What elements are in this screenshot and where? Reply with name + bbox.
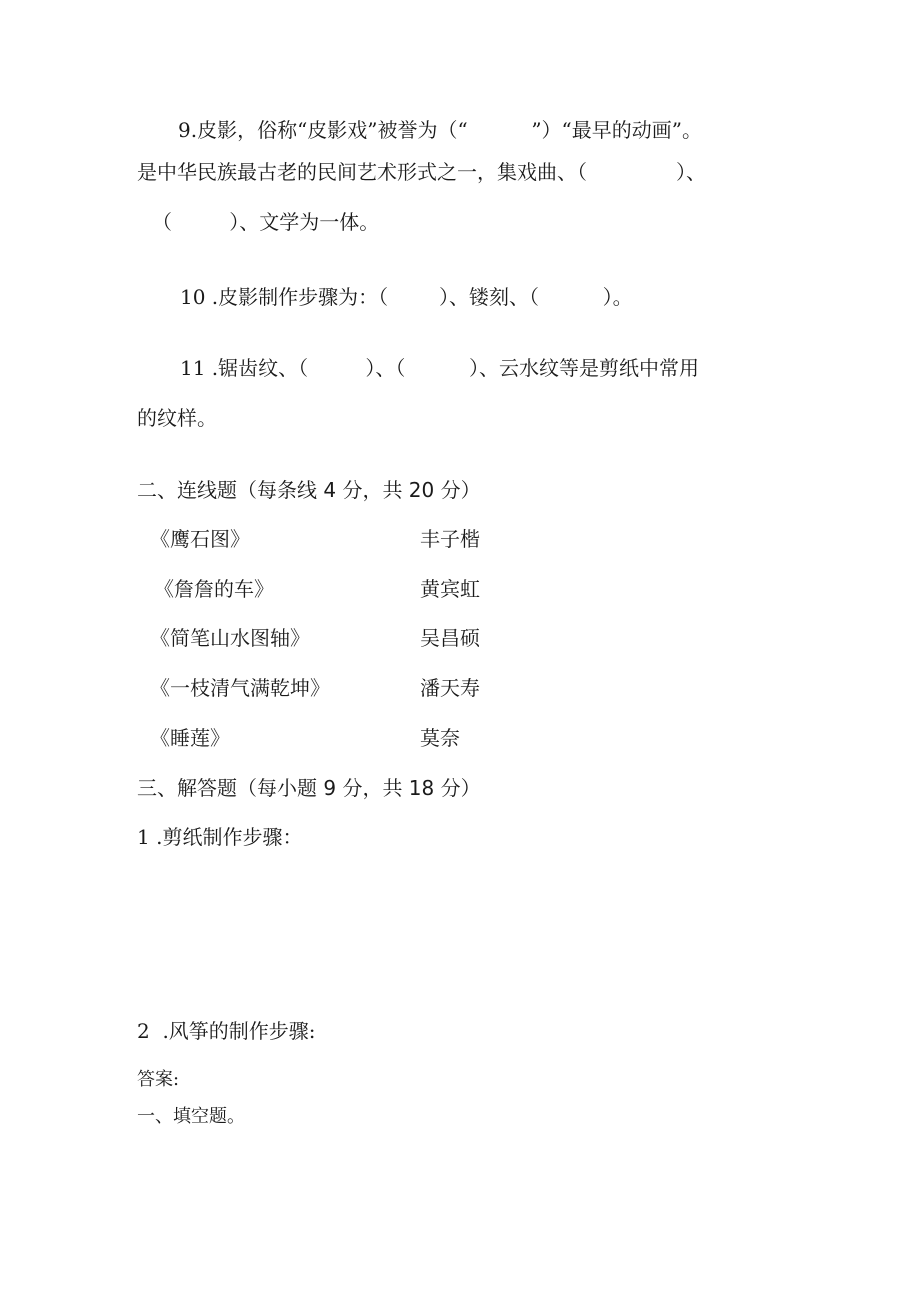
- answers-label: 答案:: [137, 1069, 180, 1090]
- q9-line-3: （ ）、文学为一体。: [152, 210, 380, 234]
- q10-line-1: 10 .皮影制作步骤为：（ ）、镂刻、（ ）。: [180, 285, 633, 309]
- answer-section-heading: 三、解答题（每小题 9 分，共 18 分）: [137, 776, 481, 800]
- work-title-2: 《詹詹的车》: [154, 577, 274, 601]
- artist-name-5: 莫奈: [420, 726, 460, 750]
- artist-name-2: 黄宾虹: [420, 577, 480, 601]
- q11-line-2: 的纹样。: [137, 406, 217, 430]
- work-title-5: 《睡莲》: [150, 726, 230, 750]
- work-title-3: 《简笔山水图轴》: [150, 626, 310, 650]
- artist-name-4: 潘天寿: [420, 676, 480, 700]
- artist-name-1: 丰子楷: [420, 527, 480, 551]
- q9-line-2: 是中华民族最古老的民间艺术形式之一，集戏曲、（ ）、: [137, 160, 707, 184]
- work-title-1: 《鹰石图》: [150, 527, 250, 551]
- matching-heading: 二、连线题（每条线 4 分，共 20 分）: [137, 478, 481, 502]
- q9-line-1: 9.皮影，俗称“皮影戏”被誉为（“ ”）“最早的动画”。: [178, 118, 703, 142]
- answer-question-2: 2 .风筝的制作步骤:: [137, 1019, 316, 1043]
- artist-name-3: 吴昌硕: [420, 626, 480, 650]
- answer-question-1: 1 .剪纸制作步骤：: [137, 825, 303, 849]
- answers-section-1-heading: 一、填空题。: [137, 1106, 245, 1127]
- work-title-4: 《一枝清气满乾坤》: [150, 676, 330, 700]
- q11-line-1: 11 .锯齿纹、（ ）、（ ）、云水纹等是剪纸中常用: [180, 356, 699, 380]
